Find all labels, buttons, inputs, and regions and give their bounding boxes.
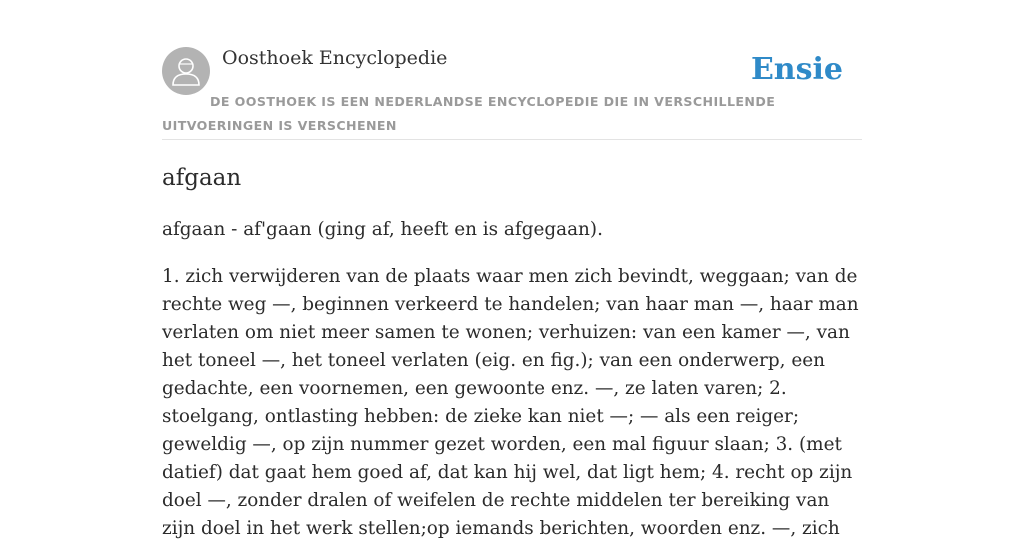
ensie-logo-link[interactable]: Ensie <box>750 52 843 87</box>
source-header <box>162 46 862 140</box>
term-lead: afgaan - af'gaan (ging af, heeft en is afgegaan). <box>162 219 603 240</box>
source-avatar[interactable] <box>162 47 210 95</box>
user-icon <box>162 47 210 95</box>
article <box>162 160 862 543</box>
term-definition: 1. zich verwijderen van de plaats waar men zich bevindt, weggaan; van de rechte weg —, beginnen verkeerd te handelen; van haar man —, haar man verlaten om niet meer samen te wonen; verhuizen: van een kamer —, van het toneel —, het toneel verlaten (eig. en fig.); van een onderwerp, een gedachte, een voornemen, een gewoonte enz. —, ze laten varen; 2. stoelgang, ontlasting hebben: de zieke kan niet —; — als een reiger; geweldig —, op zijn nummer gezet worden, een mal figuur slaan; 3. (met datief) dat gaat hem goed af, dat kan hij wel, dat ligt hem; 4. recht op zijn doel —, zonder dralen of weifelen de rechte middelen ter bereiking van zijn doel in het werk stellen;op iemands berichten, woorden enz. —, zich <box>162 266 859 539</box>
source-tagline: DE OOSTHOEK IS EEN NEDERLANDSE ENCYCLOPEDIE DIE IN VERSCHILLENDE UITVOERINGEN IS VERSCHENEN <box>162 94 776 133</box>
term-title: afgaan <box>162 165 242 191</box>
source-title-link[interactable]: Oosthoek Encyclopedie <box>222 47 448 69</box>
